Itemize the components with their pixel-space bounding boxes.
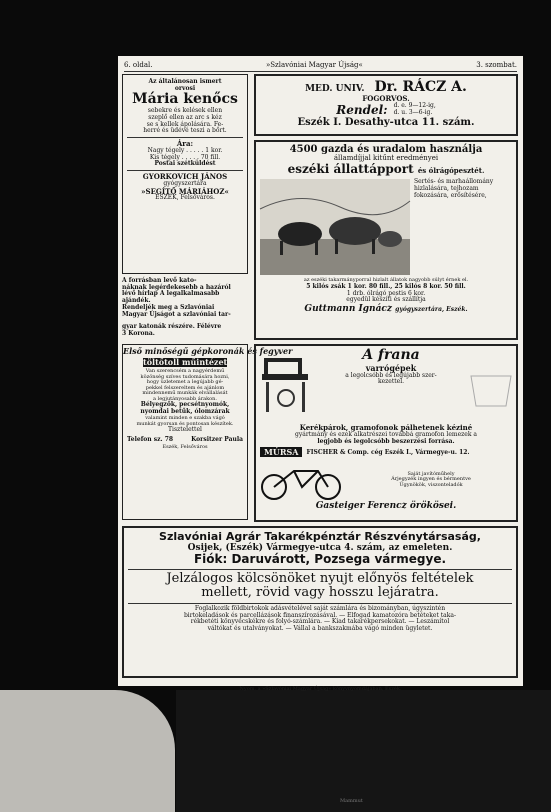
printer-footer: Nyom. a »Szlavóniai Magyar Újság« könyvnyomdájában, Eszék. xyxy=(239,686,402,692)
frana-row: Kerékpárok, gramofonok pálhetenek kéziné xyxy=(299,423,473,432)
notice-line: A forrásban levő kato- xyxy=(122,277,197,284)
frana-line: legjobb és legolcsóbb beszerzési forrása. xyxy=(317,437,455,445)
notice-line: Rendeljék meg a Szlavóniai xyxy=(122,303,215,311)
ad-line: sebekre és kelések ellen xyxy=(147,107,223,115)
bank-line: birtokeladások és parcellázások finanszírozásával. — Elfogad kamatozóra betéteket taka- xyxy=(183,611,457,619)
ad-intro: Az általánosan ismert xyxy=(148,78,222,85)
allat-note: egyedül készíti és szállítja xyxy=(346,296,426,304)
allat-sub: államdíjjal kitűnt eredményei xyxy=(333,154,439,163)
maker-place: gyógyszertára, Eszék. xyxy=(395,306,468,314)
ad-frana xyxy=(254,344,518,522)
racz-hours: d. e. 9—12-ig, xyxy=(393,102,436,110)
gummi-line: közönség szíves tudomására hozni, xyxy=(140,373,230,380)
gummi-line: munkát gyorsan és pontosan készítek. xyxy=(136,420,234,427)
ad-line: szeplő ellen az arc s kéz xyxy=(148,113,222,121)
allat-side: fokozására, erősítésére, xyxy=(414,191,487,199)
notice-line: Magyar Újságot a szlavóniai tar- xyxy=(122,310,231,318)
scan-background xyxy=(176,690,551,812)
gummi-owner: Korsitzer Paula xyxy=(191,435,243,443)
frana-brand: A frana xyxy=(362,347,420,363)
shop-owner: GYORKOVICH JÁNOS xyxy=(142,171,228,181)
bank-offer: mellett, rövid vagy hosszu lejáratra. xyxy=(201,585,439,601)
page-header xyxy=(124,59,517,72)
maker-name: Guttmann Ignácz xyxy=(304,304,392,315)
allat-product-name: eszéki állattápport xyxy=(287,162,414,177)
bank-offer: Jelzálogos kölcsönöket nyujt előnyös feltételek xyxy=(166,570,474,586)
sewing-machine-illustration xyxy=(256,346,316,416)
gummi-line: nyomdai betűk, ólomzárak xyxy=(140,408,230,416)
shop-type: gyógyszertára xyxy=(163,179,207,187)
racz-name: Dr. RÁCZ A. xyxy=(374,79,467,95)
gummi-line: Van szerencsém a nagyérdemű xyxy=(145,367,225,374)
paper-title: »Szlavóniai Magyar Újság« xyxy=(265,61,363,69)
racz-hours: d. u. 3—6-ig. xyxy=(393,108,433,116)
frana-col: Ügynökök, viszonteladók xyxy=(399,482,463,489)
price-line: Nagy tégely . . . . . 1 kor. xyxy=(147,146,223,154)
notice-line: ajándék. xyxy=(122,297,151,305)
allat-product xyxy=(256,163,516,176)
ad-allattapport xyxy=(254,140,518,340)
ad-intro2: orvosi xyxy=(174,84,196,92)
notice-block-2 xyxy=(122,324,248,340)
notice-line: lévő hírlap A legalkalmasabb xyxy=(122,290,220,298)
allat-side: hizlalására, tejhozam xyxy=(414,185,479,193)
frana-shop: FISCHER & Comp. cég Eszék I., Vármegye-u. 12. xyxy=(306,448,470,456)
allat-side: Sertés- és marhaállomány xyxy=(414,178,494,186)
bank-address: Osijek, (Eszék) Vármegye-utca 4. szám, az emeleten. xyxy=(187,543,453,554)
frana-line: gyártmány és ezek alkatrészei továbbá gramofon lemezek a xyxy=(295,430,477,438)
frana-col: Árjegyzék ingyen és bérmentve xyxy=(391,476,471,483)
gummi-line: mindennemű munkák elvállalását xyxy=(142,390,228,397)
shop-city: ESZÉK, Felsőváros. xyxy=(155,194,215,202)
racz-profession: FOGORVOS. xyxy=(362,94,410,103)
gummi-line: a legjutányosabb árakon. xyxy=(153,395,217,402)
ad-bank xyxy=(122,526,518,678)
ad-line: herré és üdévé teszi a bőrt. xyxy=(143,127,227,135)
bank-line: rékbetéti könyvecskékre és folyó-számlára. — Kiad takarékpersekokat. — Leszámítol xyxy=(190,618,450,626)
gummi-regards: Tisztelettel xyxy=(168,426,202,434)
notice-block xyxy=(122,278,248,324)
bank-title: Szlavóniai Agrár Takarékpénztár Részvénytársaság, xyxy=(159,530,481,543)
ad-maria-kenocs xyxy=(122,74,248,274)
order-line: Postai szétküldést xyxy=(154,160,216,168)
newspaper-page xyxy=(118,56,523,686)
shop-name: »SEGÍTŐ MÁRIÁHOZ« xyxy=(141,186,229,196)
frana-col: Saját javítóműhely xyxy=(407,470,455,477)
racz-hours-label: Rendel: xyxy=(336,102,388,117)
ad-line: se s kellek ápolására. Fe- xyxy=(146,120,224,128)
allat-body: az eszéki takarmányporral hizlalt állatok nagyobb súlyt érnek el. xyxy=(303,277,469,284)
gummi-address: Eszék, Felsőváros xyxy=(162,443,208,450)
allat-headline: 4500 gazda és uradalom használja xyxy=(289,144,483,155)
notice-line: náknak legérdekesebb a hazáról xyxy=(122,283,231,291)
gummi-line: valamint minden e szakba vágó xyxy=(145,414,225,421)
racz-address: Eszék I. Desathy-utca 11. szám. xyxy=(297,116,475,128)
ad-title: Mária kenőcs xyxy=(132,91,238,108)
sewing-machine-sketch xyxy=(466,346,516,416)
price-line: Kis tégely . . . . . 70 fill. xyxy=(149,153,221,161)
bicycle-illustration xyxy=(256,459,346,501)
gummi-phone: Telefon sz. 78 xyxy=(127,435,174,443)
gummi-sub: töltőtoll műintézet. xyxy=(143,356,231,367)
bank-line: Foglalkozik földbirtokok adásvételével saját számlára és bizományban, úgyszintén xyxy=(194,604,446,612)
bank-branch: Fiók: Daruvárott, Pozsega vármegye. xyxy=(193,552,447,567)
page-number: 6. oldal. xyxy=(124,61,153,69)
scan-label: Mammut xyxy=(340,798,363,804)
gummi-title: Első minőségű gépkoronák és fegyver xyxy=(123,346,293,356)
frana-signature: Gasteiger Ferencz örökösei. xyxy=(315,501,457,512)
frana-mark: MÚRSA xyxy=(260,447,302,457)
racz-pre: MED. UNIV. xyxy=(305,84,365,94)
notice-line: 3 Korona. xyxy=(122,329,155,337)
gummi-line: hogy üzletemet a legújabb gé- xyxy=(146,379,224,386)
notice-line: gyar katonák részére. Félévre xyxy=(122,323,222,330)
allat-maker xyxy=(256,304,516,314)
allat-price2: 1 drb. ólrágó pestis 6 kor. xyxy=(346,289,426,297)
bank-line: váltókat és utalványokat. — Vállal a bankszakmába vágó minden ügyletet. xyxy=(207,625,433,633)
allat-product-extra: és ólrágópesztét. xyxy=(417,166,485,176)
allat-price: 5 kilós zsák 1 kor. 80 fill., 25 kilós 8 kor. 50 fill. xyxy=(306,283,466,291)
issue-date: 3. szombat. xyxy=(476,61,517,69)
price-heading: Ára: xyxy=(176,138,194,148)
gummi-line: pekkel felszereltem és ajánlom xyxy=(145,384,225,391)
livestock-illustration xyxy=(260,179,410,275)
hand-in-frame xyxy=(0,690,175,812)
frana-line: a legolcsóbb és legújabb szer- xyxy=(345,371,437,379)
frana-line: kezettel. xyxy=(377,378,405,386)
gummi-line: Bélyegzők, pecsétnyomók, xyxy=(140,401,230,409)
frana-product: varrógépek xyxy=(365,362,417,373)
ad-dr-racz xyxy=(254,74,518,136)
